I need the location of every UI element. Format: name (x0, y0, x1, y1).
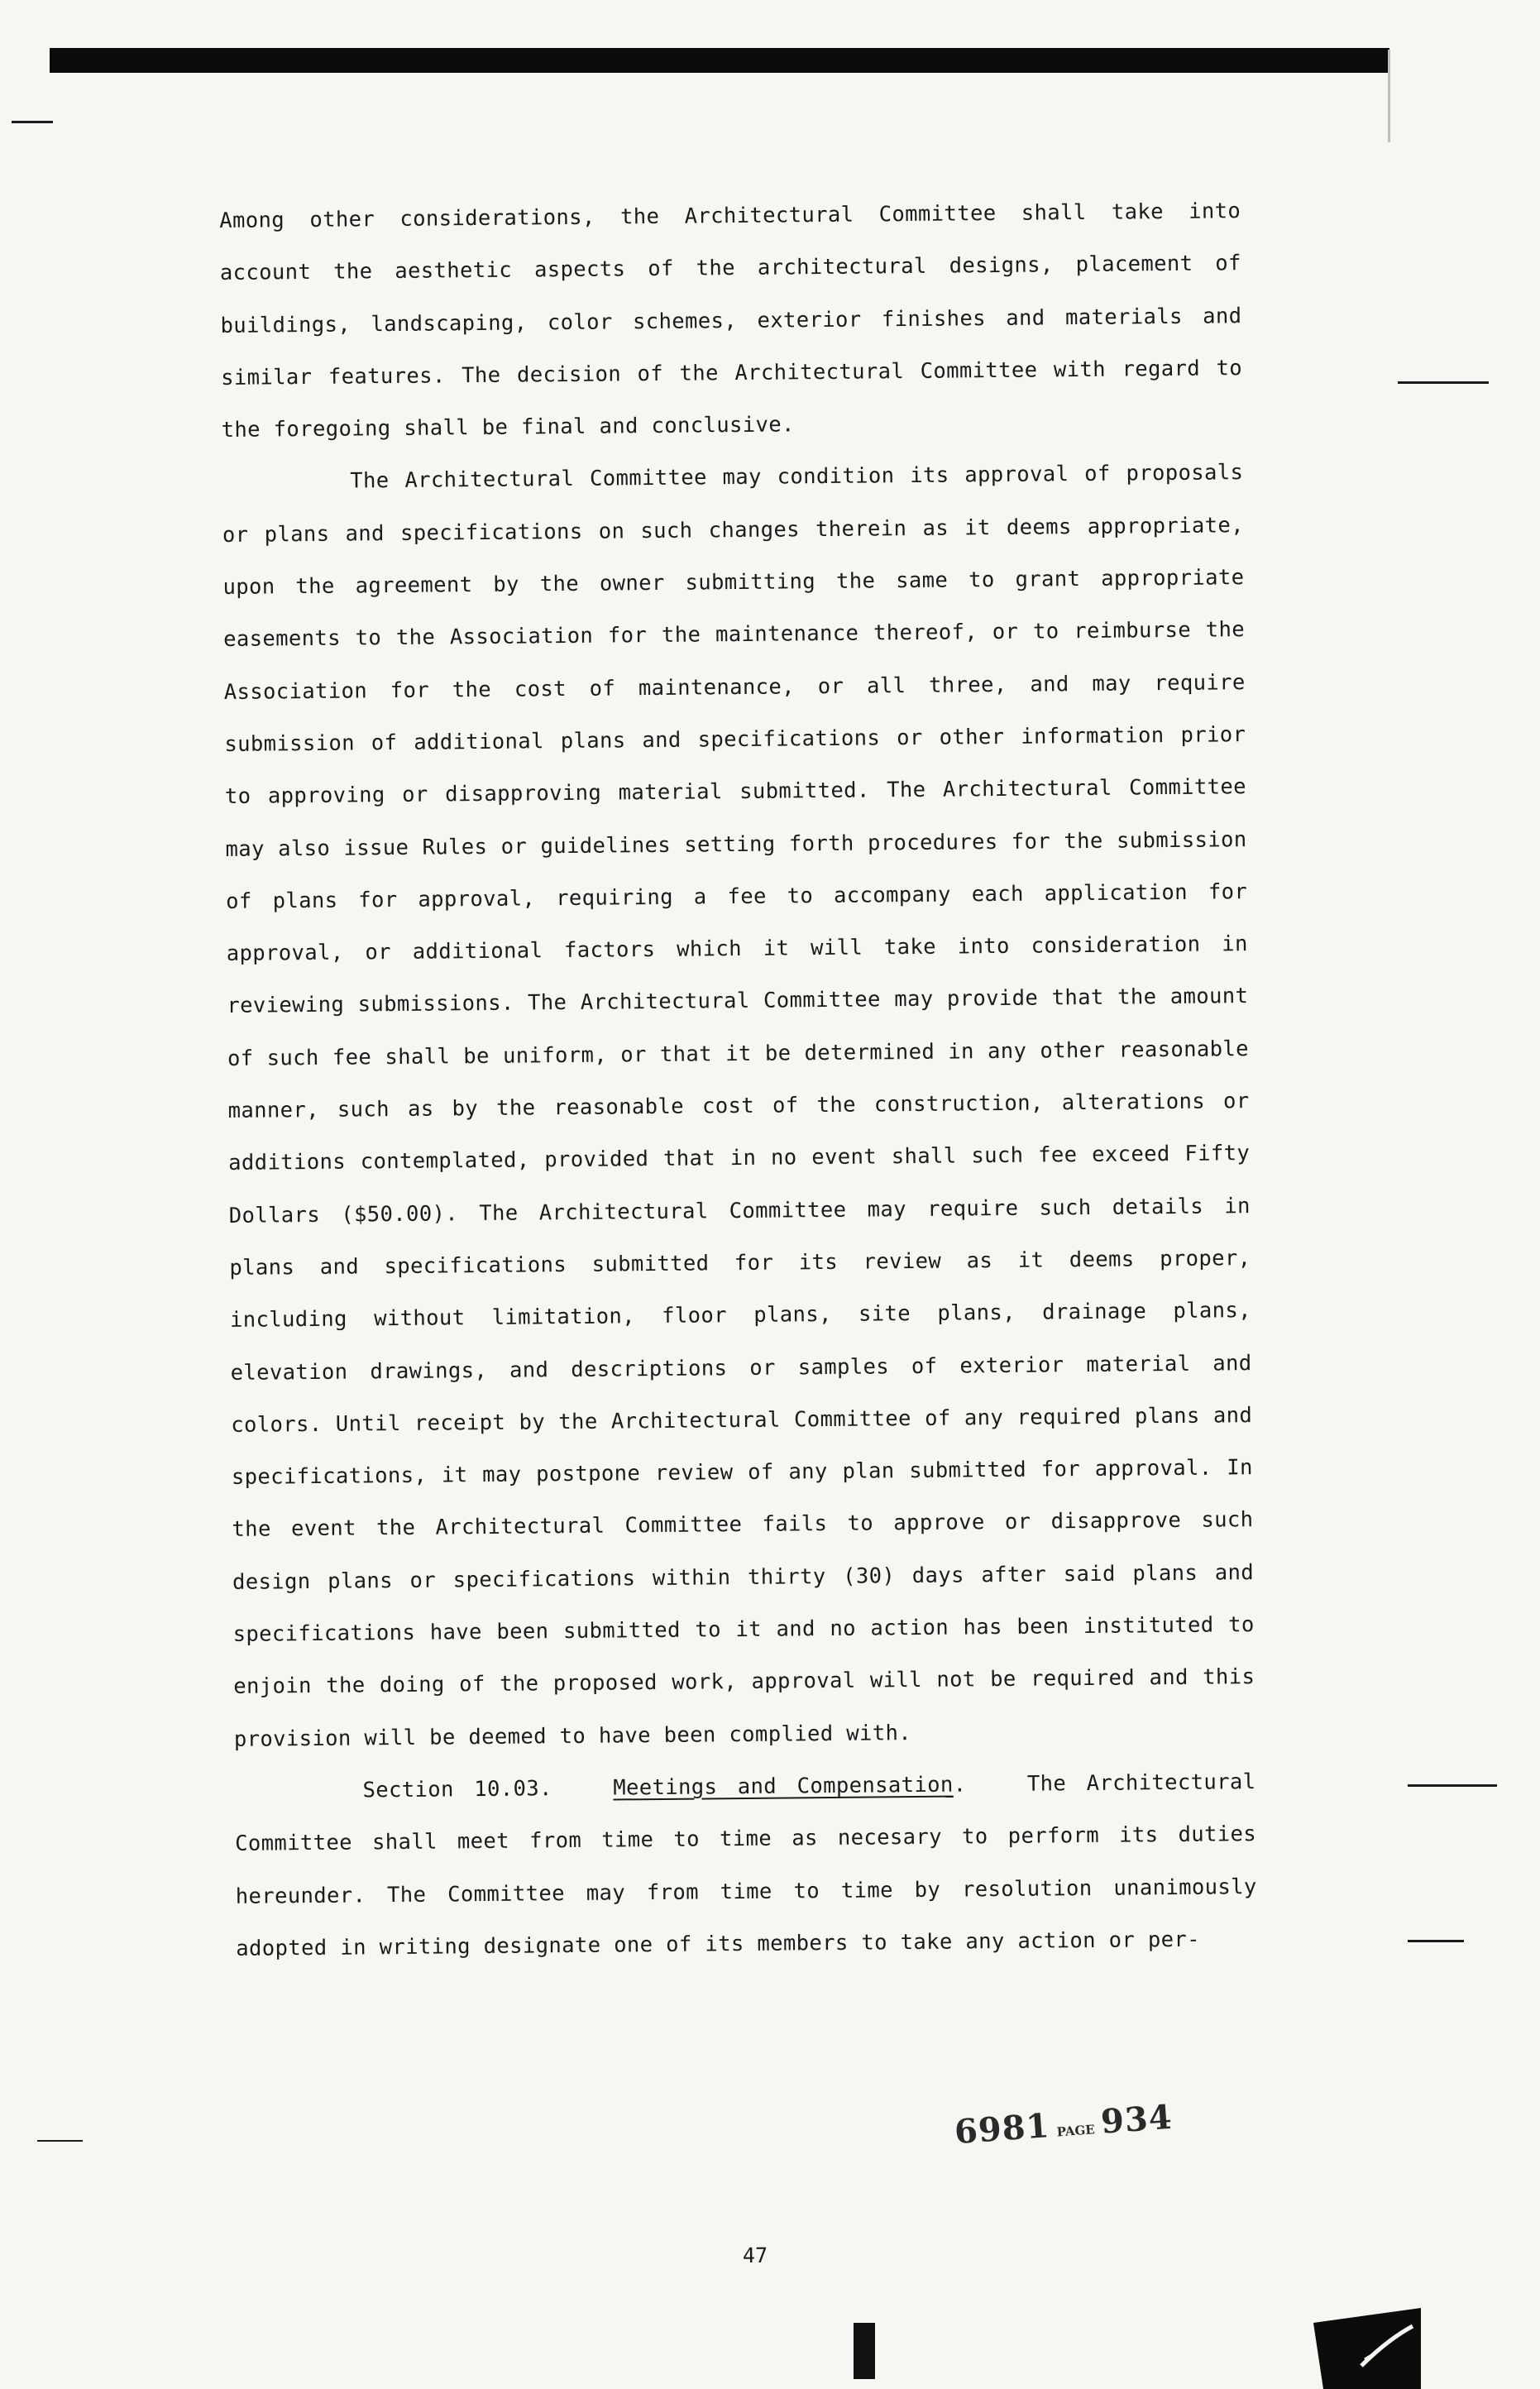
margin-mark-left-bottom (37, 2140, 83, 2142)
paragraph: Among other considerations, the Architectural Committee shall take into account the aesthetic aspects of the architectural designs, placement of buildings, landscaping, color schemes, exterior finishes and materials and similar features. The decision of the Architectural Committee with regard to the foregoing shall be final and conclusive. (219, 199, 1243, 443)
margin-mark-right-3 (1408, 1940, 1464, 1942)
corner-scan-mark (1313, 2308, 1421, 2389)
paragraph: The Architectural Committee may condition its approval of proposals or plans and specifications on such changes therein as it deems appropriate, upon the agreement by the owner submitting the same to grant appropriate easements to the Association for the maintenance thereof, or to reimburse the Association for the cost of maintenance, or all three, and may require submission of additional plans and specifications or other information prior to approving or disapproving material submitted. The Architectural Committee may also issue Rules or guidelines setting forth procedures for the submission of plans for approval, requiring a fee to accompany each application for approval, or additional factors which it will take into consideration in reviewing submissions. The Architectural Committee may provide that the amount of such fee shall be uniform, or that it be determined in any other reasonable manner, such as by the reasonable cost of the construction, alterations or additions contemplated, provided that in no event shall such fee exceed Fifty Dollars ($50.00). The Architectural Committee may require such details in plans and specifications submitted for its review as it deems proper, including without limitation, floor plans, site plans, drainage plans, elevation drawings, and descriptions or samples of exterior material and colors. Until receipt by the Architectural Committee of any required plans and specifications, it may postpone review of any plan submitted for approval. In the event the Architectural Committee fails to approve or disapprove such design plans or specifications within thirty (30) days after said plans and specifications have been submitted to it and no action has been instituted to enjoin the doing of the proposed work, approval will not be required and this provision will be deemed to have been complied with. (222, 460, 1255, 1752)
scan-header-bar (50, 48, 1389, 73)
section-label: Section 10.03. (362, 1776, 552, 1803)
margin-mark-right-2 (1408, 1784, 1497, 1787)
scan-blot (854, 2323, 875, 2379)
document-body (219, 185, 1258, 1975)
book-page-stamp (954, 2098, 1173, 2179)
section-text: The Architectural Committee shall meet from time to time as necesary to perform its duties hereunder. The Committee may from time to time by resolution unanimously adopted in writing designate one of its members to take any action or per- (234, 1769, 1257, 1961)
stamp-page-number: 934 (1099, 2097, 1174, 2142)
section-paragraph (234, 1756, 1257, 1975)
page-number: 47 (742, 2243, 768, 2268)
section-heading-period: . (953, 1772, 967, 1798)
section-heading: Meetings and Compensation (613, 1772, 954, 1801)
scan-edge-line (1388, 50, 1390, 142)
stamp-book-number: 6981 (953, 2106, 1051, 2152)
margin-mark-right-1 (1398, 381, 1489, 384)
stamp-page-label: PAGE (1056, 2122, 1096, 2140)
margin-mark-top-left (12, 121, 53, 123)
